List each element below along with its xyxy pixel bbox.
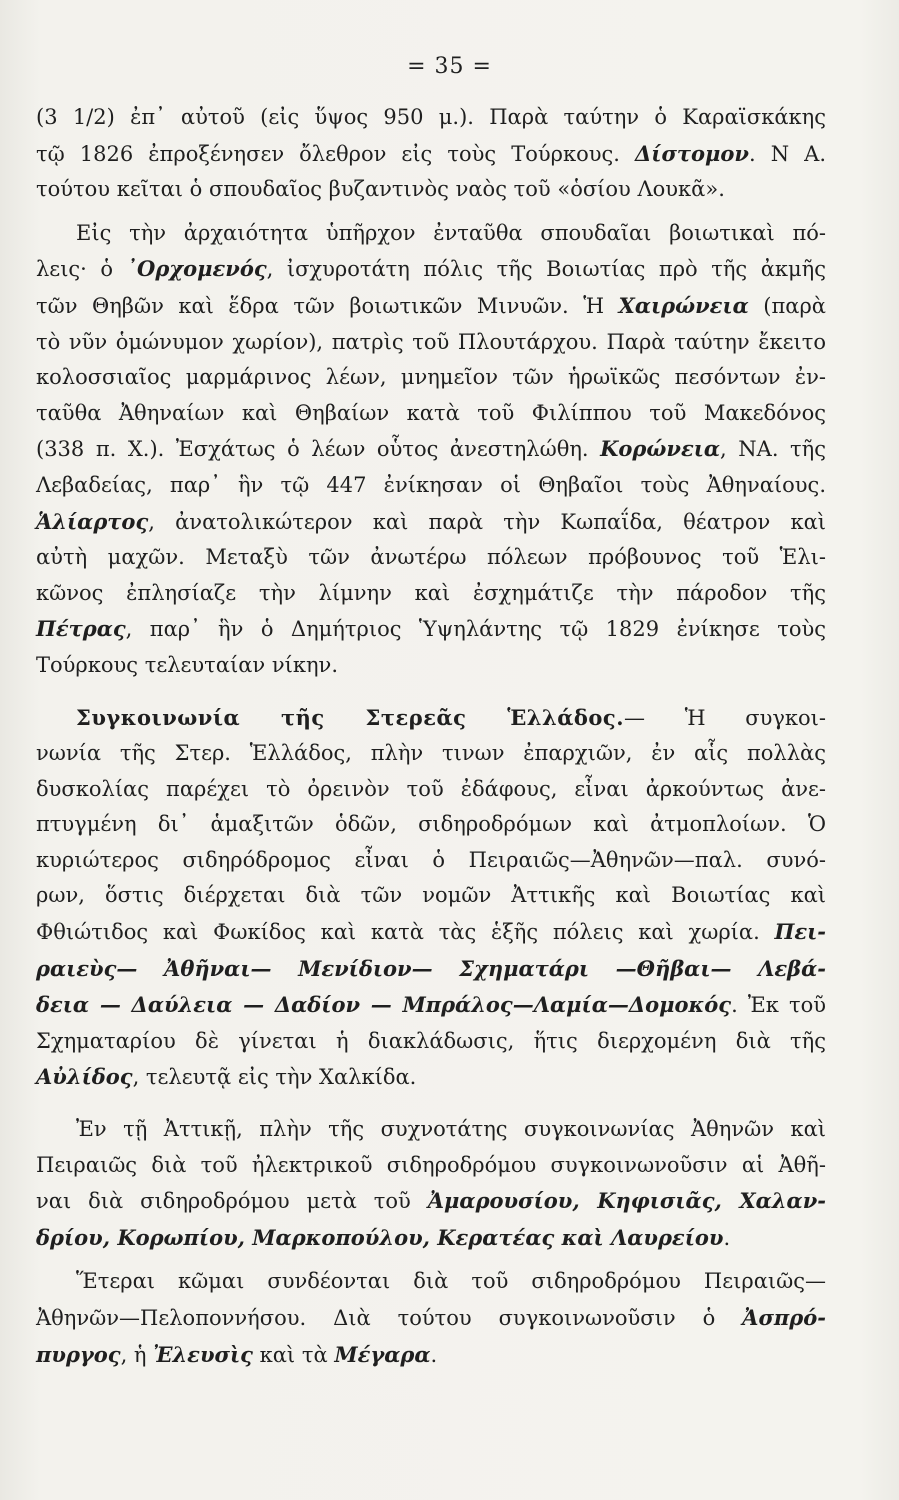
text-run: . bbox=[430, 1342, 438, 1367]
place-name: Ἁλίαρτος bbox=[36, 508, 149, 534]
paragraph bbox=[36, 216, 826, 684]
place-name: Πέτρας bbox=[36, 616, 126, 642]
text-run: , ἀνατολικώτερον καὶ παρὰ τὴν Κωπαΐδα, θέατρον καὶ bbox=[148, 509, 826, 534]
text-run: (παρὰ bbox=[748, 293, 826, 318]
text-run: κολοσσιαῖος μαρμάρινος λέων, μνημεῖον τῶν ἡρωϊκῶς πεσόντων ἐν- bbox=[36, 365, 826, 390]
text-line bbox=[36, 1183, 826, 1220]
text-run: — Ἡ συγκοι- bbox=[624, 705, 826, 730]
text-line bbox=[36, 360, 826, 396]
text-run: τούτου κεῖται ὁ σπουδαῖος βυζαντινὸς ναὸς τοῦ «ὁσίου Λουκᾶ». bbox=[36, 177, 725, 202]
text-line bbox=[36, 172, 826, 208]
paragraph bbox=[36, 700, 826, 1097]
text-run: . bbox=[723, 1225, 731, 1250]
text-run: Ἀθηνῶν—Πελοποννήσου. Διὰ τούτου συγκοινωνοῦσιν ὁ bbox=[36, 1306, 743, 1330]
text-run: . Ν Α. bbox=[749, 141, 827, 166]
text-run: Φθιώτιδος καὶ Φωκίδος καὶ κατὰ τὰς ἑξῆς πόλεις καὶ χωρία. bbox=[36, 920, 775, 945]
text-line bbox=[36, 136, 826, 173]
text-line bbox=[36, 1220, 826, 1257]
text-line bbox=[36, 648, 826, 684]
text-run: , ἰσχυροτάτη πόλις τῆς Βοιωτίας πρὸ τῆς ἀκμῆς bbox=[266, 257, 826, 282]
text-run: ταῦθα Ἀθηναίων καὶ Θηβαίων κατὰ τοῦ Φιλίππου τοῦ Μακεδόνος bbox=[36, 400, 826, 425]
text-line bbox=[36, 504, 826, 541]
text-line bbox=[36, 987, 826, 1024]
text-run: τὸ νῦν ὁμώνυμον χωρίον), πατρὶς τοῦ Πλουτάρχου. Παρὰ ταύτην ἔκειτο bbox=[36, 329, 826, 354]
text-run: ρων, ὅστις διέρχεται διὰ τῶν νομῶν Ἀττικῆς καὶ Βοιωτίας καὶ bbox=[36, 883, 826, 908]
text-run: , ΝΑ. τῆς bbox=[720, 437, 826, 462]
text-line bbox=[36, 1148, 826, 1184]
text-run: . Ἐκ τοῦ bbox=[731, 993, 826, 1018]
text-line bbox=[36, 288, 826, 325]
text-run: Ἕτεραι κῶμαι συνδέονται διὰ τοῦ σιδηροδρόμου Πειραιῶς— bbox=[76, 1269, 826, 1294]
text-line bbox=[36, 736, 826, 772]
place-name: δεια — Δαύλεια — Δαδίον — Μπράλος—Λαμία—Δομοκός bbox=[36, 992, 732, 1018]
text-line bbox=[36, 431, 826, 468]
text-run: Ἐν τῇ Ἀττικῇ, πλὴν τῆς συχνοτάτης συγκοινωνίας Ἀθηνῶν καὶ bbox=[76, 1117, 826, 1142]
page-number: = 35 = bbox=[407, 54, 492, 79]
place-name: Χαιρώνεια bbox=[618, 292, 749, 318]
text-run: κῶνος ἐπλησίαζε τὴν λίμνην καὶ ἐσχημάτιζε τὴν πάροδον τῆς bbox=[36, 580, 826, 605]
place-name: δρίου, Κορωπίου, Μαρκοπούλου, Κερατέας καὶ Λαυρείου bbox=[36, 1224, 724, 1250]
text-line bbox=[36, 611, 826, 648]
text-line bbox=[36, 1112, 826, 1148]
text-run: , ἡ bbox=[120, 1342, 154, 1367]
text-line bbox=[36, 914, 826, 951]
text-run: Πειραιῶς διὰ τοῦ ἠλεκτρικοῦ σιδηροδρόμου συγκοινωνοῦσιν αἱ Ἀθῆ- bbox=[36, 1152, 826, 1177]
text-line bbox=[36, 772, 826, 808]
paragraph bbox=[36, 100, 826, 208]
text-run: κυριώτερος σιδηρόδρομος εἶναι ὁ Πειραιῶς—Ἀθηνῶν—παλ. συνό- bbox=[36, 847, 826, 872]
text-run: (338 π. Χ.). Ἐσχάτως ὁ λέων οὗτος ἀνεστηλώθη. bbox=[36, 437, 601, 462]
place-name: Ἀσπρό- bbox=[742, 1305, 826, 1330]
text-run: τῶν Θηβῶν καὶ ἕδρα τῶν βοιωτικῶν Μινυῶν. Ἡ bbox=[36, 293, 619, 318]
text-run: , τελευτᾷ εἰς τὴν Χαλκίδα. bbox=[132, 1065, 417, 1090]
paragraph bbox=[36, 1112, 826, 1256]
text-run: δυσκολίας παρέχει τὸ ὀρεινὸν τοῦ ἐδάφους, εἶναι ἀρκούντως ἀνε- bbox=[36, 776, 826, 801]
text-run: Τούρκους τελευταίαν νίκην. bbox=[36, 652, 338, 677]
text-line bbox=[36, 540, 826, 576]
text-run: , παρ᾽ ἣν ὁ Δημήτριος Ὑψηλάντης τῷ 1829 ἐνίκησε τοὺς bbox=[125, 617, 826, 642]
text-line bbox=[36, 843, 826, 879]
text-run: Λεβαδείας, παρ᾽ ἣν τῷ 447 ἐνίκησαν οἱ Θηβαῖοι τοὺς Ἀθηναίους. bbox=[36, 472, 826, 497]
text-run: αὐτὴ μαχῶν. Μεταξὺ τῶν ἀνωτέρω πόλεων πρόβουνος τοῦ Ἑλι- bbox=[36, 545, 826, 570]
paragraph-gap bbox=[36, 1256, 826, 1264]
text-run: Σχηματαρίου δὲ γίνεται ἡ διακλάδωσις, ἥτις διερχομένη διὰ τῆς bbox=[36, 1028, 826, 1053]
text-line bbox=[36, 878, 826, 914]
place-name: Κορώνεια bbox=[600, 436, 721, 462]
text-line bbox=[36, 1059, 826, 1096]
text-line bbox=[36, 576, 826, 612]
text-line bbox=[36, 100, 826, 136]
text-run: Εἰς τὴν ἀρχαιότητα ὑπῆρχον ἐνταῦθα σπουδαῖαι βοιωτικαὶ πό- bbox=[76, 220, 826, 245]
text-run: λεις· ὁ bbox=[36, 257, 127, 282]
place-name: Ἐλευσὶς bbox=[153, 1341, 253, 1367]
text-run: ναι διὰ σιδηροδρόμου μετὰ τοῦ bbox=[36, 1189, 428, 1214]
paragraph bbox=[36, 1264, 826, 1373]
place-name: πυργος bbox=[36, 1341, 121, 1367]
paragraph-gap bbox=[36, 684, 826, 700]
place-name: Πει- bbox=[774, 919, 826, 945]
text-line bbox=[36, 1337, 826, 1374]
text-line bbox=[36, 251, 826, 288]
text-line bbox=[36, 951, 826, 988]
text-run: τῷ 1826 ἐπροξένησεν ὄλεθρον εἰς τοὺς Τούρκους. bbox=[36, 141, 635, 166]
text-line bbox=[36, 216, 826, 252]
paragraph-gap bbox=[36, 1096, 826, 1112]
text-line bbox=[36, 807, 826, 843]
place-name: Δίστομον bbox=[634, 140, 750, 166]
text-run: (3 1/2) ἐπ᾽ αὐτοῦ (εἰς ὕψος 950 μ.). Παρὰ ταύτην ὁ Καραϊσκάκης bbox=[36, 105, 826, 129]
text-line bbox=[36, 1024, 826, 1060]
text-run: καὶ τὰ bbox=[252, 1342, 335, 1367]
text-line bbox=[36, 700, 826, 737]
place-name: ᾽Ορχομενός bbox=[126, 256, 267, 282]
place-name: ραιεὺς— Ἀθῆναι— Μενίδιον— Σχηματάρι —Θῆβαι— Λεβά- bbox=[36, 955, 826, 981]
text-run: πτυγμένη δι᾽ ἁμαξιτῶν ὁδῶν, σιδηροδρόμων καὶ ἀτμοπλοίων. Ὁ bbox=[36, 812, 826, 837]
page-body bbox=[36, 100, 826, 1373]
text-line bbox=[36, 325, 826, 361]
text-line bbox=[36, 1264, 826, 1300]
paragraph-gap bbox=[36, 208, 826, 216]
place-name: Αὐλίδος bbox=[36, 1064, 133, 1090]
text-run: νωνία τῆς Στερ. Ἑλλάδος, πλὴν τινων ἐπαρχιῶν, ἐν αἷς πολλὰς bbox=[36, 741, 826, 766]
place-name: Μέγαρα bbox=[334, 1341, 431, 1367]
section-heading: Συγκοινωνία τῆς Στερεᾶς Ἑλλάδος. bbox=[76, 704, 625, 730]
text-line bbox=[36, 396, 826, 432]
text-line bbox=[36, 468, 826, 504]
place-name: Ἀμαρουσίου, Κηφισιᾶς, Χαλαν- bbox=[427, 1188, 827, 1214]
text-line bbox=[36, 1300, 826, 1337]
